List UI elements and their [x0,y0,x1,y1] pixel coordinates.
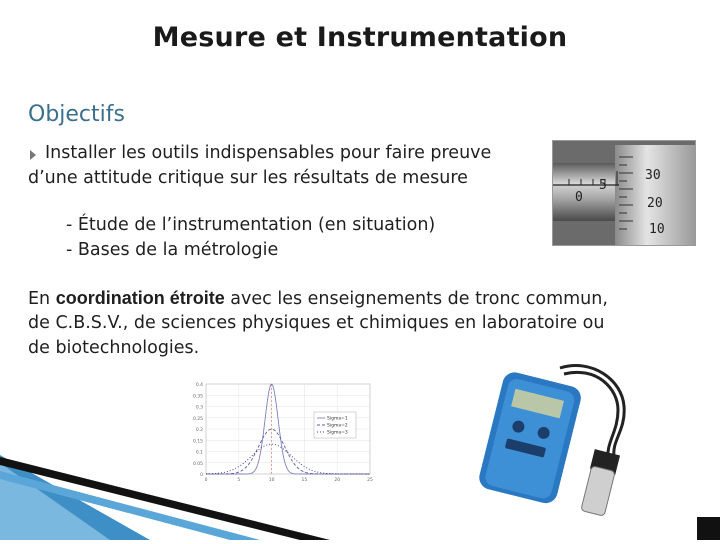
chart-x-tick-label: 10 [268,478,275,483]
paragraph-bold: coordination étroite [55,288,225,308]
paragraph-rest: avec les enseignements de tronc commun, [224,289,608,309]
paragraph-line-2: de C.B.S.V., de sciences physiques et chimiques en laboratoire ou [28,313,605,333]
chart-y-tick-label: 0.3 [195,405,203,411]
handheld-meter-photo [472,360,642,518]
chart-x-tick-label: 20 [334,478,341,483]
bullet-line-2: d’une attitude critique sur les résultats de mesure [28,168,468,188]
chart-y-tick-label: 0.4 [195,383,203,388]
slide-subtitle: Objectifs [28,102,125,127]
chart-y-tick-label: 0.25 [192,416,203,422]
micrometer-label-5: 5 [599,178,607,193]
chart-y-tick-label: 0 [200,473,203,478]
paragraph-prefix: En [28,289,56,309]
chart-y-tick-label: 0.05 [192,461,203,467]
bullet-arrow-icon [30,150,36,160]
decorative-swoosh [0,455,330,540]
micrometer-label-30: 30 [645,168,661,183]
micrometer-label-20: 20 [647,196,663,211]
chart-legend-label: Sigma=1 [327,416,348,422]
chart-x-tick-label: 5 [237,478,241,483]
chart-y-tick-label: 0.15 [192,439,203,445]
chart-x-tick-label: 15 [301,478,308,483]
chart-y-tick-label: 0.2 [195,428,203,433]
chart-y-tick-label: 0.35 [192,394,203,400]
paragraph-line-3: de biotechnologies. [28,338,200,358]
chart-x-tick-label: 25 [367,478,373,483]
micrometer-photo [552,140,696,246]
corner-block [697,517,720,540]
chart-y-tick-label: 0.1 [195,450,203,456]
bullet-line-1: Installer les outils indispensables pour faire preuve [45,143,492,163]
dash-item-2: - Bases de la métrologie [66,240,279,260]
chart-legend-label: Sigma=2 [327,423,348,429]
paragraph-line-1 [28,288,608,309]
slide-title: Mesure et Instrumentation [152,22,568,53]
chart-x-tick-label: 0 [204,478,208,483]
dash-item-1: - Étude de l’instrumentation (en situation) [66,215,436,235]
micrometer-label-0: 0 [575,190,583,205]
micrometer-label-10: 10 [649,222,665,237]
chart-legend-label: Sigma=3 [327,430,348,436]
